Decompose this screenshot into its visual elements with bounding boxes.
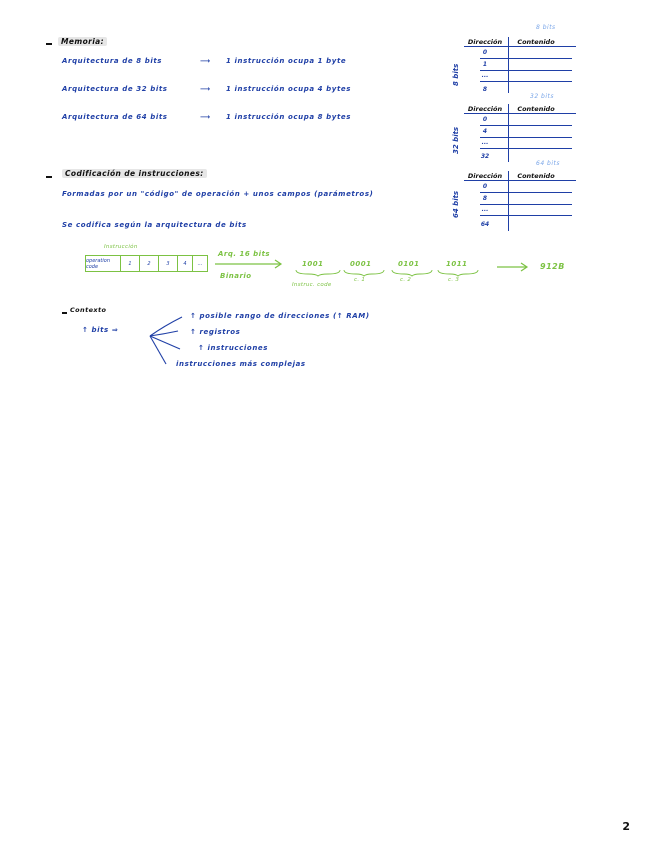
table-col-direccion: Dirección xyxy=(467,105,503,113)
bullet-dash xyxy=(46,43,52,45)
contexto-branch: ↑ posible rango de direcciones (↑ RAM) xyxy=(190,312,370,320)
instruction-cell: 2 xyxy=(140,256,159,271)
binary-label: c. 2 xyxy=(400,277,412,283)
table-row-line xyxy=(480,137,572,138)
table-row-line xyxy=(480,81,572,82)
instruction-cell: 4 xyxy=(178,256,193,271)
brace-icon xyxy=(290,269,480,277)
contexto-left: ↑ bits ⇒ xyxy=(82,326,119,334)
table-cell: 8 xyxy=(482,86,488,93)
table-label: 32 bits xyxy=(530,93,554,100)
arrow-label: Arq. 16 bits xyxy=(218,250,271,258)
bullet-dash xyxy=(46,176,52,178)
bullet-dash xyxy=(62,312,67,314)
table-label: 64 bits xyxy=(536,160,560,167)
binary-label: Instruc. code xyxy=(292,282,332,288)
instruction-cell: ... xyxy=(197,260,203,267)
memoria-item-left: Arquitectura de 32 bits xyxy=(62,85,168,93)
table-row-line xyxy=(480,58,572,59)
table-side-label: 32 bits xyxy=(452,126,460,154)
memoria-item-right: 1 instrucción ocupa 1 byte xyxy=(226,57,347,65)
codificacion-heading: Codificación de instrucciones: xyxy=(62,169,207,178)
arrow-icon: ⟶ xyxy=(200,85,211,93)
page-number: 2 xyxy=(622,820,630,833)
instruction-cell: 1 xyxy=(121,256,140,271)
contexto-heading: Contexto xyxy=(70,306,107,314)
arrow-sublabel: Binario xyxy=(220,272,252,280)
table-cell: 32 xyxy=(480,153,490,160)
table-cell: ... xyxy=(481,206,489,213)
binary-group: 0101 xyxy=(398,260,420,268)
table-divider xyxy=(508,37,509,93)
arrow-icon xyxy=(214,259,286,269)
table-header-line xyxy=(464,180,576,181)
table-cell: 64 xyxy=(480,221,490,228)
table-cell: 8 xyxy=(482,195,488,202)
table-cell: 0 xyxy=(482,116,488,123)
table-row-line xyxy=(480,192,572,193)
contexto-branch: ↑ registros xyxy=(190,328,241,336)
table-divider xyxy=(508,171,509,231)
table-row-line xyxy=(480,70,572,71)
instruction-cell: operation code xyxy=(86,256,121,271)
table-col-contenido: Contenido xyxy=(517,105,555,113)
table-cell: 4 xyxy=(482,128,488,135)
table-cell: 0 xyxy=(482,49,488,56)
table-col-contenido: Contenido xyxy=(517,172,555,180)
binary-label: c. 1 xyxy=(354,277,366,283)
table-header-line xyxy=(464,46,576,47)
codificacion-item: Formadas por un "código" de operación + unos campos (parámetros) xyxy=(62,190,374,198)
table-cell: ... xyxy=(481,139,489,146)
binary-group: 1011 xyxy=(446,260,468,268)
table-header-line xyxy=(464,113,576,114)
binary-label: c. 3 xyxy=(448,277,460,283)
memoria-item-left: Arquitectura de 64 bits xyxy=(62,113,168,121)
codificacion-item: Se codifica según la arquitectura de bits xyxy=(62,221,247,229)
memoria-heading: Memoria: xyxy=(58,37,107,46)
binary-group: 1001 xyxy=(302,260,324,268)
table-side-label: 64 bits xyxy=(452,190,460,218)
table-row-line xyxy=(480,125,572,126)
table-col-direccion: Dirección xyxy=(467,172,503,180)
table-side-label: 8 bits xyxy=(452,63,460,86)
arrow-icon xyxy=(496,262,530,272)
memoria-item-right: 1 instrucción ocupa 8 bytes xyxy=(226,113,352,121)
instruction-cell: 3 xyxy=(159,256,178,271)
table-cell: ... xyxy=(481,72,489,79)
table-divider xyxy=(508,104,509,162)
contexto-branch: ↑ instrucciones xyxy=(198,344,269,352)
table-col-direccion: Dirección xyxy=(467,38,503,46)
table-cell: 0 xyxy=(482,183,488,190)
arrow-icon: ⟶ xyxy=(200,57,211,65)
memoria-item-left: Arquitectura de 8 bits xyxy=(62,57,163,65)
table-row-line xyxy=(480,204,572,205)
table-row-line xyxy=(480,148,572,149)
instruction-box xyxy=(85,255,208,272)
binary-group: 0001 xyxy=(350,260,372,268)
instruction-label: Instrucción xyxy=(104,244,138,250)
table-row-line xyxy=(480,215,572,216)
hex-result: 912B xyxy=(540,262,565,271)
memoria-item-right: 1 instrucción ocupa 4 bytes xyxy=(226,85,352,93)
arrow-icon: ⟶ xyxy=(200,113,211,121)
contexto-branch: instrucciones más complejas xyxy=(176,360,306,368)
table-col-contenido: Contenido xyxy=(517,38,555,46)
table-cell: 1 xyxy=(482,61,488,68)
table-label: 8 bits xyxy=(536,24,556,31)
